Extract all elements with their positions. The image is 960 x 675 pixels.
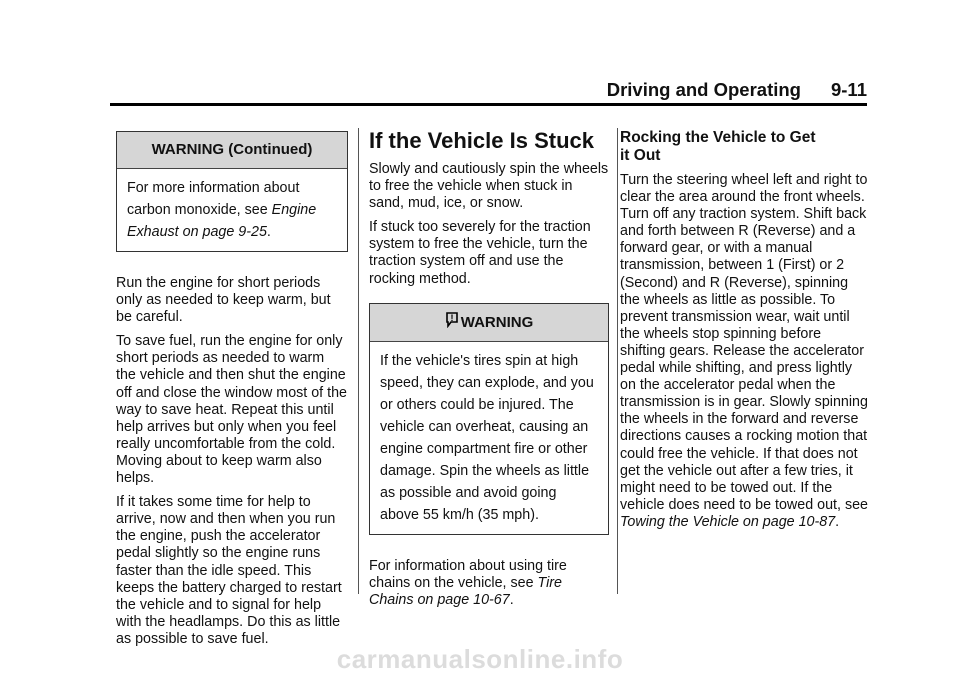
col2-paragraph-3-end: . — [509, 591, 514, 608]
warning-continued-end: . — [266, 224, 271, 240]
col3-paragraph-1-end: . — [835, 513, 840, 530]
rocking-heading-line-2: it Out — [620, 147, 661, 164]
warning-continued-title: WARNING (Continued) — [117, 132, 347, 169]
watermark: carmanualsonline.info — [336, 644, 624, 674]
towing-link[interactable]: Towing the Vehicle on page 10-87 — [620, 513, 836, 530]
stuck-heading: If the Vehicle Is Stuck — [369, 128, 594, 153]
col2-paragraph-2: If stuck too severely for the traction system to free the vehicle, turn the traction system off and use the rocking method. — [369, 219, 591, 287]
warning-icon — [445, 312, 459, 331]
tire-chains-link[interactable]: Tire Chains on page 10-67 — [369, 574, 562, 608]
svg-text:!: ! — [450, 312, 454, 323]
col1-paragraph-1: Run the engine for short periods only as needed to keep warm, but be careful. — [116, 275, 331, 326]
column-divider-1 — [358, 128, 359, 594]
page-number: 9-11 — [830, 79, 867, 100]
col3-paragraph-1: Turn the steering wheel left and right to clear the area around the front wheels. Turn off any traction system. Shift back and forth between R (Reverse) and a forward gear, or with a manual transmission, between 1 (First) or 2 (Second) and R (Reverse), spinning the wheels as little as possible. To prevent transmission wear, wait until the wheels stop spinning before shifting gears. Release the accelerator pedal while shifting, and press lightly on the accelerator pedal when the transmission is in gear. Slowly spinning the wheels in the forward and reverse directions causes a rocking motion that could free the vehicle. If that does not get the vehicle out after a few tries, it might need to be towed out. If the vehicle does need to be towed out, see — [620, 172, 868, 513]
column-1 — [116, 131, 348, 655]
page-header — [0, 79, 867, 101]
header-rule — [110, 103, 867, 106]
warning-body — [370, 342, 608, 534]
section-title: Driving and Operating — [606, 79, 801, 100]
warning-text: If the vehicle's tires spin at high speed, they can explode, and you or others could be injured. The vehicle can overheat, causing an engine compartment fire or other damage. Spin the wheels as little as possible and avoid going above 55 km/h (35 mph). — [380, 352, 594, 523]
engine-exhaust-link[interactable]: Engine Exhaust on page 9-25 — [127, 202, 317, 240]
rocking-heading — [620, 129, 868, 165]
column-2 — [369, 129, 609, 616]
col1-paragraph-2: To save fuel, run the engine for only short periods as needed to warm the vehicle and then shut the engine off and close the window most of the way to save heat. Repeat this until help arrives but only when you feel really uncomfortable from the cold. Moving about to keep warm also helps. — [116, 333, 348, 487]
column-3 — [620, 129, 868, 538]
rocking-heading-line-1: Rocking the Vehicle to Get — [620, 129, 816, 146]
warning-box — [369, 303, 609, 535]
warning-continued-box — [116, 131, 348, 252]
column-divider-2 — [617, 128, 618, 594]
warning-title-row — [370, 304, 608, 342]
col2-paragraph-3: For information about using tire chains on the vehicle, see — [369, 557, 567, 591]
col2-paragraph-1: Slowly and cautiously spin the wheels to free the vehicle when stuck in sand, mud, ice, or snow. — [369, 161, 609, 212]
warning-title: WARNING — [460, 313, 534, 331]
warning-continued-body — [117, 169, 347, 251]
col1-paragraph-3: If it takes some time for help to arrive, now and then when you run the engine, push the accelerator pedal slightly so the engine runs faster than the idle speed. This keeps the battery charged to restart the vehicle and to signal for help with the headlamps. Do this as little as possible to save fuel. — [116, 494, 342, 647]
warning-continued-text: For more information about carbon monoxide, see — [127, 180, 300, 218]
